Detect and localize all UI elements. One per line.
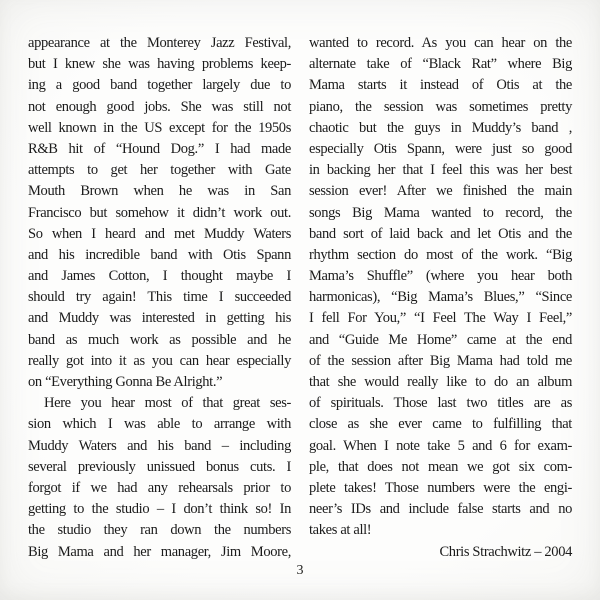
text-line: getting to the studio – I don’t think so! In (28, 501, 291, 518)
text-line: but I knew she was having problems keep- (28, 56, 291, 73)
text-line: Mouth Brown when he was in San (28, 183, 291, 200)
text-line: close as she ever came to fulfilling that (309, 416, 572, 433)
text-line: Big Mama and her manager, Jim Moore, (28, 543, 291, 560)
text-line: and James Cotton, I thought maybe I (28, 268, 291, 285)
text-line: harmonicas), “Big Mama’s Blues,” “Since (309, 289, 572, 306)
text-line: session ever! After we finished the main (309, 183, 572, 200)
page-number: 3 (296, 563, 304, 578)
text-line: takes at all! (309, 522, 372, 539)
text-line: especially Otis Spann, were just so good (309, 140, 572, 157)
text-line: plete takes! Those numbers were the engi- (309, 479, 572, 496)
text-line: forgot if we had any rehearsals prior to (28, 479, 291, 496)
text-line: alternate take of “Black Rat” where Big (309, 56, 572, 73)
text-line: Here you hear most of that great ses- (44, 395, 291, 412)
text-line: I fell For You,” “I Feel The Way I Feel,” (309, 310, 572, 327)
text-line: and Muddy was interested in getting his (28, 310, 291, 327)
text-line: songs Big Mama wanted to record, the (309, 204, 572, 221)
text-line: Chris Strachwitz – 2004 (439, 543, 572, 560)
text-line: several previously unissued bonus cuts. I (28, 458, 291, 475)
text-line: R&B hit of “Hound Dog.” I had made (28, 140, 291, 157)
text-line: not enough good jobs. She was still not (28, 98, 291, 115)
text-line: ing a good band together largely due to (28, 77, 291, 94)
text-line: goal. When I note take 5 and 6 for exam- (309, 437, 572, 454)
text-line: and his incredible band with Otis Spann (28, 246, 291, 263)
text-line: really got into it as you can hear especially (28, 352, 291, 369)
text-line: rhythm section do most of the work. “Big (309, 246, 572, 263)
text-column-left (28, 33, 291, 563)
text-line: of spirituals. Those last two titles are as (309, 395, 572, 412)
text-line: Francisco but somehow it didn’t work out. (28, 204, 291, 221)
text-line: attempts to get her together with Gate (28, 162, 291, 179)
text-line: band as much work as possible and he (28, 331, 291, 348)
text-line: Mama’s Shuffle” (where you hear both (309, 268, 572, 285)
text-line: band sort of laid back and let Otis and the (309, 225, 572, 242)
text-line: appearance at the Monterey Jazz Festival, (28, 35, 291, 51)
text-line: on “Everything Gonna Be Alright.” (28, 374, 223, 390)
text-line: sion which I was able to arrange with (28, 416, 291, 433)
text-line: the studio they ran down the numbers (28, 522, 291, 539)
text-line: Mama starts it instead of Otis at the (309, 77, 572, 94)
text-line: of the session after Big Mama had told me (309, 352, 572, 369)
text-column-right (309, 33, 572, 563)
text-line: and “Guide Me Home” came at the end (309, 331, 572, 348)
text-line: well known in the US except for the 1950s (28, 119, 291, 136)
text-line: in backing her that I feel this was her best (309, 162, 572, 179)
text-line: neer’s IDs and include false starts and no (309, 501, 572, 518)
text-line: wanted to record. As you can hear on the (309, 35, 572, 51)
text-line: piano, the session was sometimes pretty (309, 98, 572, 115)
text-line: Muddy Waters and his band – including (28, 437, 291, 454)
text-line: should try again! This time I succeeded (28, 289, 291, 306)
text-line: ple, that does not mean we got six com- (309, 458, 572, 475)
text-line: that she would really like to do an album (309, 374, 572, 390)
text-line: chaotic but the guys in Muddy’s band , (309, 119, 572, 136)
text-line: So when I heard and met Muddy Waters (28, 225, 291, 242)
